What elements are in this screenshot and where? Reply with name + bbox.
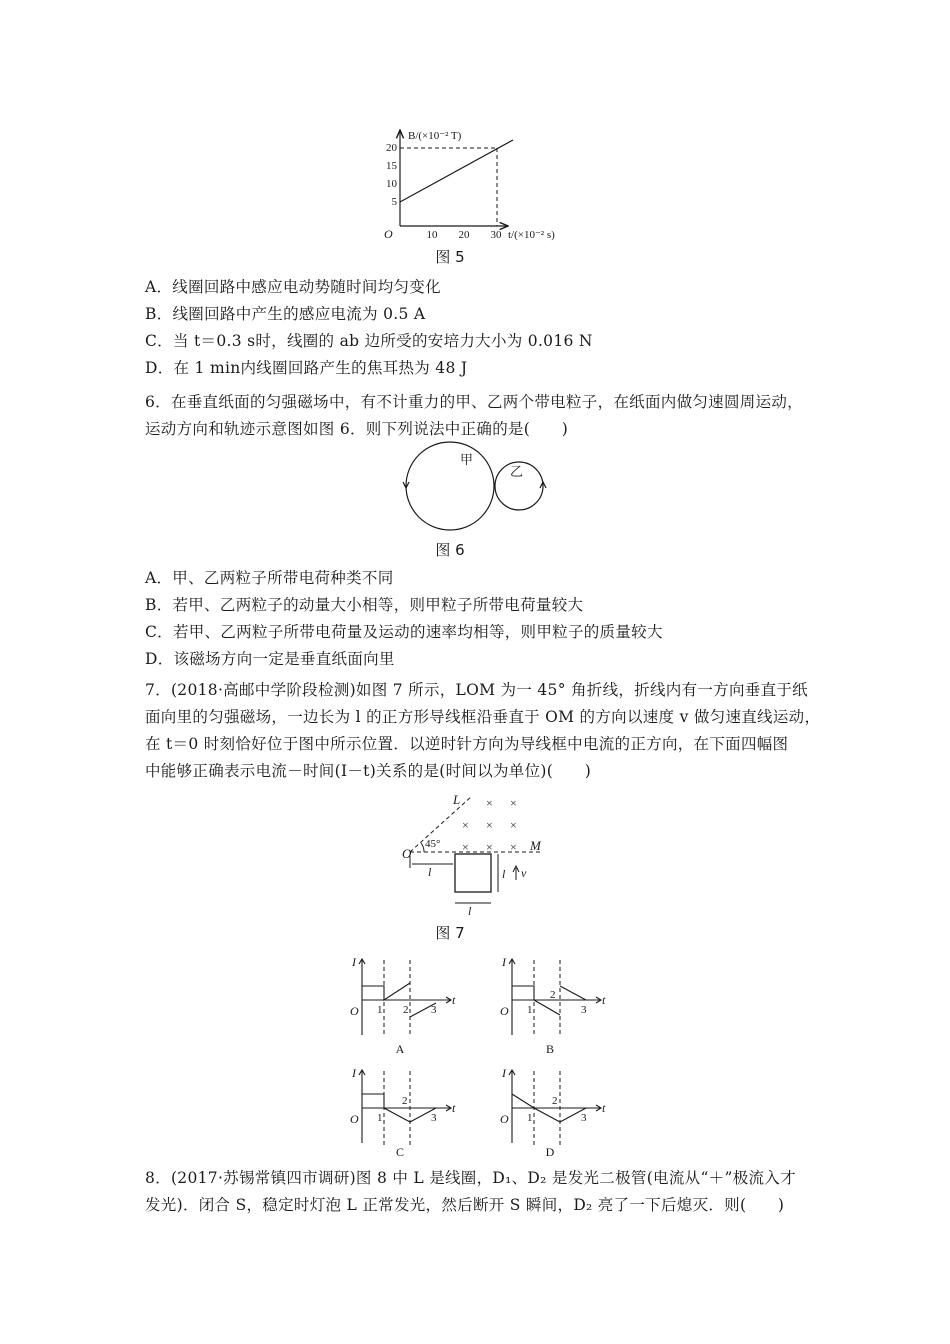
svg-text:v: v xyxy=(521,866,527,880)
fig5-ylabel: B/(×10⁻² T) xyxy=(408,130,462,142)
svg-text:5: 5 xyxy=(391,196,397,208)
figure-7-caption: 图 7 xyxy=(435,924,465,942)
svg-text:t: t xyxy=(452,1101,456,1115)
svg-text:A: A xyxy=(395,1042,405,1056)
square-frame xyxy=(455,854,491,892)
svg-text:3: 3 xyxy=(431,1112,437,1124)
svg-text:45°: 45° xyxy=(425,838,441,850)
q7-stem-line3: 在 t＝0 时刻恰好位于图中所示位置．以逆时针方向为导线框中电流的正方向，在下面四幅图 xyxy=(145,735,789,753)
q5-option-a: A．线圈回路中感应电动势随时间均匀变化 xyxy=(145,278,441,296)
svg-text:3: 3 xyxy=(431,1004,437,1016)
svg-text:×: × xyxy=(462,840,469,854)
svg-text:×: × xyxy=(462,818,469,832)
svg-text:1: 1 xyxy=(377,1112,383,1124)
svg-text:1: 1 xyxy=(527,1004,533,1016)
svg-text:O: O xyxy=(350,1004,359,1018)
svg-text:3: 3 xyxy=(581,1112,587,1124)
svg-text:×: × xyxy=(486,818,493,832)
q6-stem-line2: 运动方向和轨迹示意图如图 6．则下列说法中正确的是( ) xyxy=(145,420,569,438)
svg-text:20: 20 xyxy=(458,229,470,241)
svg-text:O: O xyxy=(500,1112,509,1126)
svg-text:l: l xyxy=(468,904,472,918)
q7-stem-line2: 面向里的匀强磁场，一边长为 l 的正方形导线框沿垂直于 OM 的方向以速度 v 做匀速直线运动， xyxy=(145,708,821,726)
svg-text:B: B xyxy=(545,1042,555,1056)
label-jia: 甲 xyxy=(460,452,474,467)
svg-text:l: l xyxy=(502,867,506,881)
svg-text:l: l xyxy=(428,865,432,879)
svg-text:×: × xyxy=(510,796,517,810)
svg-text:×: × xyxy=(486,796,493,810)
fig5-xlabel: t/(×10⁻² s) xyxy=(508,229,555,241)
svg-text:I: I xyxy=(352,1066,356,1080)
big-circle xyxy=(406,442,494,530)
q6-option-b: B．若甲、乙两粒子的动量大小相等，则甲粒子所带电荷量较大 xyxy=(145,596,584,614)
q6-stem-line1: 6．在垂直纸面的匀强磁场中，有不计重力的甲、乙两个带电粒子，在纸面内做匀速圆周运动， xyxy=(145,393,803,411)
svg-text:2: 2 xyxy=(550,989,556,1001)
q8-stem-line1: 8．(2017·苏锡常镇四市调研)图 8 中 L 是线圈，D₁、D₂ 是发光二极管(电流从“＋”极流入才 xyxy=(145,1169,796,1187)
b-t-line xyxy=(400,140,513,202)
graph-a xyxy=(340,955,460,1056)
svg-text:×: × xyxy=(510,840,517,854)
svg-text:I: I xyxy=(502,955,506,969)
q5-option-c: C．当 t＝0.3 s时，线圈的 ab 边所受的安培力大小为 0.016 N xyxy=(145,332,593,350)
svg-text:2: 2 xyxy=(402,1095,408,1107)
q5-option-b: B．线圈回路中产生的感应电流为 0.5 A xyxy=(145,305,426,323)
figure-6-trajectories xyxy=(405,440,565,540)
svg-text:10: 10 xyxy=(386,178,397,190)
svg-text:3: 3 xyxy=(581,1004,587,1016)
svg-text:I: I xyxy=(502,1066,506,1080)
figure-5-graph xyxy=(370,128,570,248)
svg-text:O: O xyxy=(350,1112,359,1126)
svg-text:2: 2 xyxy=(552,1095,558,1107)
graph-b xyxy=(490,955,610,1056)
q7-stem-line4: 中能够正确表示电流－时间(I－t)关系的是(时间以为单位)( ) xyxy=(145,762,592,780)
svg-text:O: O xyxy=(500,1004,509,1018)
graph-d xyxy=(490,1068,610,1158)
svg-text:30: 30 xyxy=(490,229,502,241)
svg-text:2: 2 xyxy=(403,1004,409,1016)
q6-option-d: D．该磁场方向一定是垂直纸面向里 xyxy=(145,650,395,668)
svg-text:20: 20 xyxy=(386,142,397,154)
svg-text:t: t xyxy=(602,1101,606,1115)
svg-text:1: 1 xyxy=(527,1112,533,1124)
svg-text:L: L xyxy=(453,792,461,807)
svg-text:1: 1 xyxy=(377,1004,383,1016)
svg-text:M: M xyxy=(530,838,541,853)
svg-text:t: t xyxy=(452,993,456,1007)
svg-text:×: × xyxy=(486,840,493,854)
figure-5-caption: 图 5 xyxy=(435,248,465,266)
figure-6-caption: 图 6 xyxy=(435,541,465,559)
figure-7-setup xyxy=(400,788,560,918)
svg-text:C: C xyxy=(395,1145,405,1159)
q8-stem-line2: 发光)．闭合 S，稳定时灯泡 L 正常发光，然后断开 S 瞬间，D₂ 亮了一下后熄灭．则( ) xyxy=(145,1196,785,1214)
svg-text:×: × xyxy=(510,818,517,832)
q6-option-a: A．甲、乙两粒子所带电荷种类不同 xyxy=(145,569,394,587)
svg-text:t: t xyxy=(602,993,606,1007)
svg-text:15: 15 xyxy=(386,160,397,172)
svg-text:D: D xyxy=(545,1145,555,1159)
svg-text:10: 10 xyxy=(426,229,438,241)
q7-stem-line1: 7．(2018·高邮中学阶段检测)如图 7 所示，LOM 为一 45° 角折线，折线内有一方向垂直于纸 xyxy=(145,681,808,699)
q6-option-c: C．若甲、乙两粒子所带电荷量及运动的速率均相等，则甲粒子的质量较大 xyxy=(145,623,663,641)
q5-option-d: D．在 1 min内线圈回路产生的焦耳热为 48 J xyxy=(145,359,468,377)
svg-text:I: I xyxy=(352,955,356,969)
svg-text:O: O xyxy=(402,846,412,861)
graph-c xyxy=(340,1068,460,1158)
label-yi: 乙 xyxy=(510,464,524,479)
fig5-origin: O xyxy=(384,227,393,241)
